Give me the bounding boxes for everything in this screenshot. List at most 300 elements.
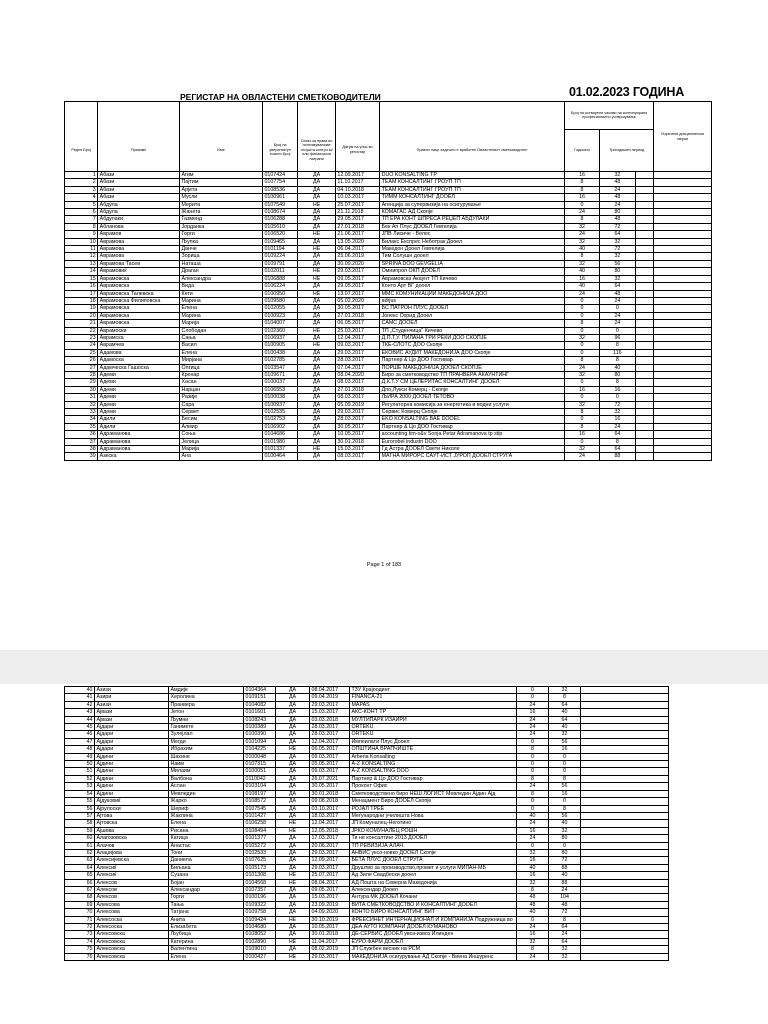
firm-cell: Eurorobel industri DOO [380, 438, 565, 445]
name-cell: Валбона [169, 775, 244, 782]
annual-hours-cell: 8 [564, 216, 599, 223]
annual-hours-cell: 40 [564, 283, 599, 290]
date-cell: 29.05.2017 [335, 216, 379, 223]
firm-cell: ЈП Комуналец-Неготино [350, 820, 517, 827]
surname-cell: Алагозовска [95, 835, 169, 842]
surname-cell: Адеми [98, 379, 180, 386]
surname-cell: Аврамовиќ [98, 268, 180, 275]
surname-cell: Адрамановa [98, 438, 180, 445]
date-cell: 15.03.2017 [335, 446, 379, 453]
row-number: 64 [65, 864, 95, 871]
name-cell: Мусли [180, 194, 263, 201]
empty-cell [654, 201, 712, 208]
triennial-hours-cell: 40 [549, 872, 581, 879]
status-cell: НЕ [276, 872, 310, 879]
table-row [65, 371, 712, 378]
firm-cell: EKO KONSALTING BAE DOOEL [380, 416, 565, 423]
date-cell: 06.04.2017 [335, 246, 379, 253]
cert-number-cell: 0108674 [262, 209, 297, 216]
triennial-hours-cell: 64 [600, 283, 635, 290]
firm-cell: Бек Ап Плус ДООЕЛ Гевгелија [380, 223, 565, 230]
firm-cell: ТЕАМ КОНСАЛТИНГ ГРОУП ТП [380, 186, 565, 193]
cert-number-cell: 0100051 [244, 768, 276, 775]
empty-cell [635, 216, 654, 223]
table-row [65, 238, 712, 245]
date-cell: 15.03.2017 [310, 894, 350, 901]
date-cell: 12.04.2017 [335, 334, 379, 341]
status-cell: ДА [276, 709, 310, 716]
cert-number-cell: 0105272 [244, 842, 276, 849]
table-row [65, 768, 669, 775]
status-cell: ДА [298, 416, 336, 423]
date-cell: 08.03.2017 [335, 453, 379, 460]
surname-cell: Азири [95, 694, 169, 701]
firm-cell: Аврамовска Акаунт ТП Кичево [380, 275, 565, 282]
table-row [65, 916, 669, 923]
status-cell: ДА [276, 775, 310, 782]
annual-hours-cell: 24 [517, 820, 549, 827]
row-number: 42 [65, 701, 95, 708]
triennial-hours-cell: 16 [600, 416, 635, 423]
table-row [65, 783, 669, 790]
cert-number-cell: 0106288 [262, 216, 297, 223]
status-cell: ДА [298, 431, 336, 438]
status-cell: НЕ [276, 746, 310, 753]
date-cell: 05.05.2017 [310, 761, 350, 768]
surname-cell: Адрамановa [98, 431, 180, 438]
surname-cell: Аврамова Тасев [98, 260, 180, 267]
firm-cell: ММС КОМУНИКАЦИИ МАКЕДОНИЈА ДОО [380, 290, 565, 297]
empty-cell [581, 761, 669, 768]
empty-cell [635, 357, 654, 364]
status-cell: ДА [276, 731, 310, 738]
empty-cell [654, 320, 712, 327]
row-number: 28 [65, 371, 98, 378]
triennial-hours-cell: 32 [549, 953, 581, 960]
empty-cell [654, 194, 712, 201]
table-row [65, 790, 669, 797]
name-cell: Сузана [169, 872, 244, 879]
status-cell: НЕ [298, 246, 336, 253]
cert-number-cell: 0100438 [262, 349, 297, 356]
status-cell: ДА [298, 409, 336, 416]
cert-number-cell: 0100464 [262, 453, 297, 460]
firm-cell: ЈПВ Лисиче - Велес [380, 231, 565, 238]
name-cell: Александра [180, 275, 263, 282]
firm-cell: Партнер & Цо ДОО Гостивар [380, 357, 565, 364]
status-cell: НЕ [298, 342, 336, 349]
status-cell: ДА [298, 186, 336, 193]
empty-cell [654, 275, 712, 282]
empty-cell [635, 253, 654, 260]
empty-cell [635, 305, 654, 312]
empty-cell [654, 364, 712, 371]
surname-cell: Ајдини [95, 790, 169, 797]
annual-hours-cell: 8 [564, 320, 599, 327]
firm-cell: Партнер & Цо ДОО Гостивар [380, 423, 565, 430]
surname-cell: Алексов [95, 886, 169, 893]
annual-hours-cell: 0 [564, 394, 599, 401]
name-cell: Ганимете [169, 724, 244, 731]
table-row [65, 290, 712, 297]
firm-cell: ТП РЕВИЗИЈА АЛАЧ [350, 842, 517, 849]
annual-hours-cell: 0 [564, 201, 599, 208]
empty-cell [654, 453, 712, 460]
row-number: 76 [65, 953, 95, 960]
empty-cell [581, 753, 669, 760]
cert-number-cell: 0109580 [262, 297, 297, 304]
name-cell: Мерита [180, 201, 263, 208]
firm-cell: Регулаторна комисија за енергетика и водни услуги [380, 401, 565, 408]
triennial-hours-cell: 8 [549, 775, 581, 782]
surname-cell: Аврамовска [98, 283, 180, 290]
surname-cell: Адеми [98, 386, 180, 393]
annual-hours-cell: 32 [564, 238, 599, 245]
row-number: 39 [65, 453, 98, 460]
date-cell: 29.03.2017 [310, 849, 350, 856]
cert-number-cell: 0101377 [244, 835, 276, 842]
name-cell: Валентина [169, 946, 244, 953]
row-number: 26 [65, 357, 98, 364]
table-row [65, 894, 669, 901]
surname-cell: Ајдини [95, 783, 169, 790]
name-cell: Бојан [169, 879, 244, 886]
cert-number-cell: 0105173 [244, 864, 276, 871]
triennial-hours-cell: 16 [600, 386, 635, 393]
row-number: 14 [65, 268, 98, 275]
table-row [65, 931, 669, 938]
surname-cell: Аврамова [98, 246, 180, 253]
surname-cell: Азизи [95, 687, 169, 694]
empty-cell [635, 268, 654, 275]
status-cell: НЕ [276, 938, 310, 945]
annual-hours-cell: 8 [517, 790, 549, 797]
name-cell: Бесим [180, 416, 263, 423]
surname-cell: Абази [98, 186, 180, 193]
row-number: 47 [65, 738, 95, 745]
annual-hours-cell: 32 [517, 849, 549, 856]
name-cell: Драган [180, 268, 263, 275]
date-cell: 30.05.2017 [335, 423, 379, 430]
row-number: 63 [65, 857, 95, 864]
date-cell: 12.04.2017 [310, 820, 350, 827]
date-cell: 21.11.2018 [335, 209, 379, 216]
surname-cell: Алексов [95, 879, 169, 886]
cert-number-cell: 0106888 [262, 275, 297, 282]
date-cell: 09.04.2019 [310, 694, 350, 701]
status-cell: ДА [276, 909, 310, 916]
name-cell: Мевледин [169, 790, 244, 797]
name-cell: Биљана [169, 864, 244, 871]
triennial-hours-cell: 56 [549, 738, 581, 745]
table-row [65, 886, 669, 893]
annual-hours-cell: 32 [564, 401, 599, 408]
date-cell: 11.10.2017 [335, 179, 379, 186]
empty-cell [635, 246, 654, 253]
empty-cell [654, 260, 712, 267]
triennial-hours-cell: 8 [600, 379, 635, 386]
date-cell: 25.06.2019 [335, 253, 379, 260]
status-cell: НЕ [298, 201, 336, 208]
annual-hours-cell: 32 [517, 938, 549, 945]
row-number: 6 [65, 209, 98, 216]
date-cell: 05.02.2020 [335, 297, 379, 304]
empty-cell [654, 446, 712, 453]
row-number: 72 [65, 924, 95, 931]
triennial-hours-cell: 48 [600, 216, 635, 223]
cert-number-cell: 0107357 [244, 886, 276, 893]
row-number: 55 [65, 798, 95, 805]
cert-number-cell: 0100196 [244, 894, 276, 901]
cert-number-cell: 0108197 [244, 790, 276, 797]
name-cell: Вида [180, 283, 263, 290]
surname-cell: Ајдини [95, 775, 169, 782]
date-cell: 04.10.2018 [335, 186, 379, 193]
row-number: 38 [65, 446, 98, 453]
cert-number-cell: 0100038 [262, 394, 297, 401]
table-row [65, 194, 712, 201]
row-number: 71 [65, 916, 95, 923]
empty-cell [635, 283, 654, 290]
date-cell: 08.04.2020 [335, 371, 379, 378]
col-number-header: Реден Број [65, 129, 98, 172]
empty-cell [654, 371, 712, 378]
firm-cell: Билакс Експрес Неботрак Дооел [380, 238, 565, 245]
table-row [65, 283, 712, 290]
status-cell: ДА [276, 835, 310, 842]
empty-cell [581, 872, 669, 879]
table-row [65, 209, 712, 216]
surname-cell: Абази [98, 194, 180, 201]
name-cell: Аслан [169, 783, 244, 790]
cert-number-cell: 0107549 [262, 201, 297, 208]
empty-cell [654, 349, 712, 356]
triennial-hours-cell: 32 [549, 946, 581, 953]
row-number: 22 [65, 327, 98, 334]
name-cell: Анастас [169, 842, 244, 849]
triennial-hours-cell: 88 [549, 879, 581, 886]
surname-cell: Алаџијова [95, 849, 169, 856]
table-row [65, 275, 712, 282]
row-number: 5 [65, 201, 98, 208]
row-number: 59 [65, 827, 95, 834]
cert-number-cell: 0101194 [262, 246, 297, 253]
name-cell: Љупка [180, 238, 263, 245]
name-cell: Зулејлал [169, 731, 244, 738]
row-number: 37 [65, 438, 98, 445]
name-cell: Марина [180, 312, 263, 319]
surname-cell: Аврамска [98, 334, 180, 341]
status-cell: ДА [298, 312, 336, 319]
document-date: 01.02.2023 ГОДИНА [569, 85, 685, 99]
name-cell: Газменд [180, 216, 263, 223]
cert-number-cell: 0108572 [244, 798, 276, 805]
row-number: 50 [65, 761, 95, 768]
firm-cell: ДЕА АУТО КОМПАНИ ДООЕЛ КУМАНОВО [350, 924, 517, 931]
annual-hours-cell: 24 [517, 835, 549, 842]
triennial-hours-cell: 24 [600, 201, 635, 208]
name-cell: Александар [169, 886, 244, 893]
surname-cell: Ајдари [95, 746, 169, 753]
annual-hours-cell: 8 [564, 186, 599, 193]
surname-cell: Алексов [95, 894, 169, 901]
empty-cell [654, 223, 712, 230]
firm-cell: Конто Арт ВГ дооел [380, 283, 565, 290]
name-cell: Љумни [169, 716, 244, 723]
status-cell: ДА [276, 931, 310, 938]
row-number: 58 [65, 820, 95, 827]
surname-cell: Ајдини [95, 753, 169, 760]
annual-hours-cell: 16 [517, 872, 549, 879]
empty-cell [654, 290, 712, 297]
triennial-hours-cell: 104 [549, 894, 581, 901]
empty-cell [581, 812, 669, 819]
cert-number-cell: 0102055 [262, 305, 297, 312]
annual-hours-cell: 24 [564, 290, 599, 297]
empty-cell [581, 790, 669, 797]
table-row [65, 842, 669, 849]
table-row [65, 798, 669, 805]
date-cell: 28.03.2017 [335, 416, 379, 423]
annual-hours-cell: 24 [564, 209, 599, 216]
row-number: 24 [65, 342, 98, 349]
annual-hours-cell: 48 [517, 894, 549, 901]
empty-cell [654, 342, 712, 349]
empty-cell [635, 238, 654, 245]
cert-number-cell: 0100937 [262, 401, 297, 408]
row-number: 75 [65, 946, 95, 953]
triennial-hours-cell: 88 [549, 864, 581, 871]
name-cell: Жарко [169, 798, 244, 805]
empty-cell [654, 438, 712, 445]
firm-cell: ORTEKU [350, 731, 517, 738]
cert-number-cell: 0100950 [262, 290, 297, 297]
col-annual-header: Годишно [564, 129, 599, 172]
surname-cell: Алексијевска [95, 857, 169, 864]
name-cell: Марина [180, 297, 263, 304]
firm-cell: РОЈАЛ ТРЕЕ [350, 805, 517, 812]
row-number: 20 [65, 312, 98, 319]
empty-cell [581, 709, 669, 716]
table-row [65, 738, 669, 745]
annual-hours-cell: 8 [517, 746, 549, 753]
table-row [65, 724, 669, 731]
firm-cell: ЈП Службен весник на РСМ [350, 946, 517, 953]
annual-hours-cell: 24 [564, 453, 599, 460]
firm-cell: Д.К.Т.У СМ ЦЕЛЕРИТАС КОНСАЛТИНГ ДООЕЛ [380, 379, 565, 386]
row-number: 29 [65, 379, 98, 386]
name-cell: Елена [169, 820, 244, 827]
empty-cell [581, 886, 669, 893]
col-firm-header: Правно лице кадешто е вработен Овластениот сметководител [380, 129, 565, 172]
status-cell: ДА [298, 349, 336, 356]
name-cell: Сара [180, 401, 263, 408]
firm-cell: ОПШТИНА ВРАПЧИШТЕ [350, 746, 517, 753]
status-cell: ДА [298, 172, 336, 179]
cert-number-cell: 0107315 [244, 761, 276, 768]
triennial-hours-cell: 64 [549, 701, 581, 708]
date-cell: 29.03.2017 [335, 349, 379, 356]
surname-cell: Аврамовска [98, 312, 180, 319]
triennial-hours-cell: 64 [549, 938, 581, 945]
table-row [65, 172, 712, 179]
status-cell: ДА [298, 320, 336, 327]
triennial-hours-cell: 0 [549, 798, 581, 805]
name-cell: Васил [180, 342, 263, 349]
row-number: 10 [65, 238, 98, 245]
surname-cell: Ајтовска [95, 820, 169, 827]
triennial-hours-cell: 0 [600, 305, 635, 312]
firm-cell: Импеилати Плус Дооел [350, 738, 517, 745]
firm-cell: FINANCA-21 [350, 694, 517, 701]
firm-cell: ПОРШЕ МАКЕДОНИЈА ДООЕЛ СКОПЈЕ [380, 364, 565, 371]
row-number: 1 [65, 172, 98, 179]
name-cell: Марија [180, 320, 263, 327]
firm-cell: МАГНА МИРОРС САУТ-ИСТ ЈУРОП ДООЕЛ СТРУГА [380, 453, 565, 460]
status-cell: ДА [298, 209, 336, 216]
triennial-hours-cell: 0 [600, 327, 635, 334]
surname-cell: Адили [98, 416, 180, 423]
cert-number-cell: 0107545 [244, 805, 276, 812]
triennial-hours-cell: 64 [600, 446, 635, 453]
surname-cell: Алачов [95, 842, 169, 849]
status-cell: НЕ [298, 327, 336, 334]
triennial-hours-cell: 24 [600, 186, 635, 193]
empty-cell [581, 746, 669, 753]
firm-cell: Антура МК ДООЕЛ Кочани [350, 894, 517, 901]
annual-hours-cell: 8 [564, 423, 599, 430]
empty-cell [654, 268, 712, 275]
name-cell: Мирјана [180, 357, 263, 364]
empty-cell [654, 253, 712, 260]
surname-cell: Ајдуковиќ [95, 798, 169, 805]
triennial-hours-cell: 40 [549, 709, 581, 716]
cert-number-cell: 0100427 [244, 953, 276, 960]
annual-hours-cell: 0 [564, 297, 599, 304]
table-row [65, 386, 712, 393]
surname-cell: Алексовска [95, 953, 169, 960]
name-cell: Амдије [169, 687, 244, 694]
surname-cell: Алексиќ [95, 872, 169, 879]
name-cell: Ана [180, 453, 263, 460]
date-cell: 17.03.2017 [310, 835, 350, 842]
surname-cell: Адамова [98, 349, 180, 356]
name-cell: Данче [180, 246, 263, 253]
date-cell: 09.03.2017 [310, 768, 350, 775]
annual-hours-cell: 24 [517, 724, 549, 731]
row-number: 44 [65, 716, 95, 723]
surname-cell: Алексовска [95, 946, 169, 953]
status-cell: ДА [276, 857, 310, 864]
status-cell: ДА [298, 438, 336, 445]
empty-cell [635, 386, 654, 393]
firm-cell: Ад Зиле Свадбески дооел [350, 872, 517, 879]
table-row [65, 438, 712, 445]
empty-cell [635, 186, 654, 193]
firm-cell: ЈРКО КОМУНАЛЕЦ РОШН [350, 827, 517, 834]
annual-hours-cell: 24 [564, 231, 599, 238]
triennial-hours-cell: 24 [600, 297, 635, 304]
row-number: 12 [65, 253, 98, 260]
triennial-hours-cell: 80 [600, 268, 635, 275]
status-cell: ДА [298, 283, 336, 290]
cert-number-cell: 0100048 [244, 753, 276, 760]
cert-number-cell: 0106937 [262, 334, 297, 341]
name-cell: Катица [169, 835, 244, 842]
empty-cell [581, 738, 669, 745]
surname-cell: Ајвази [95, 716, 169, 723]
firm-cell: Биро за сметководство ТП ПРАНВЕРА АКАУНТИНГ [380, 371, 565, 378]
